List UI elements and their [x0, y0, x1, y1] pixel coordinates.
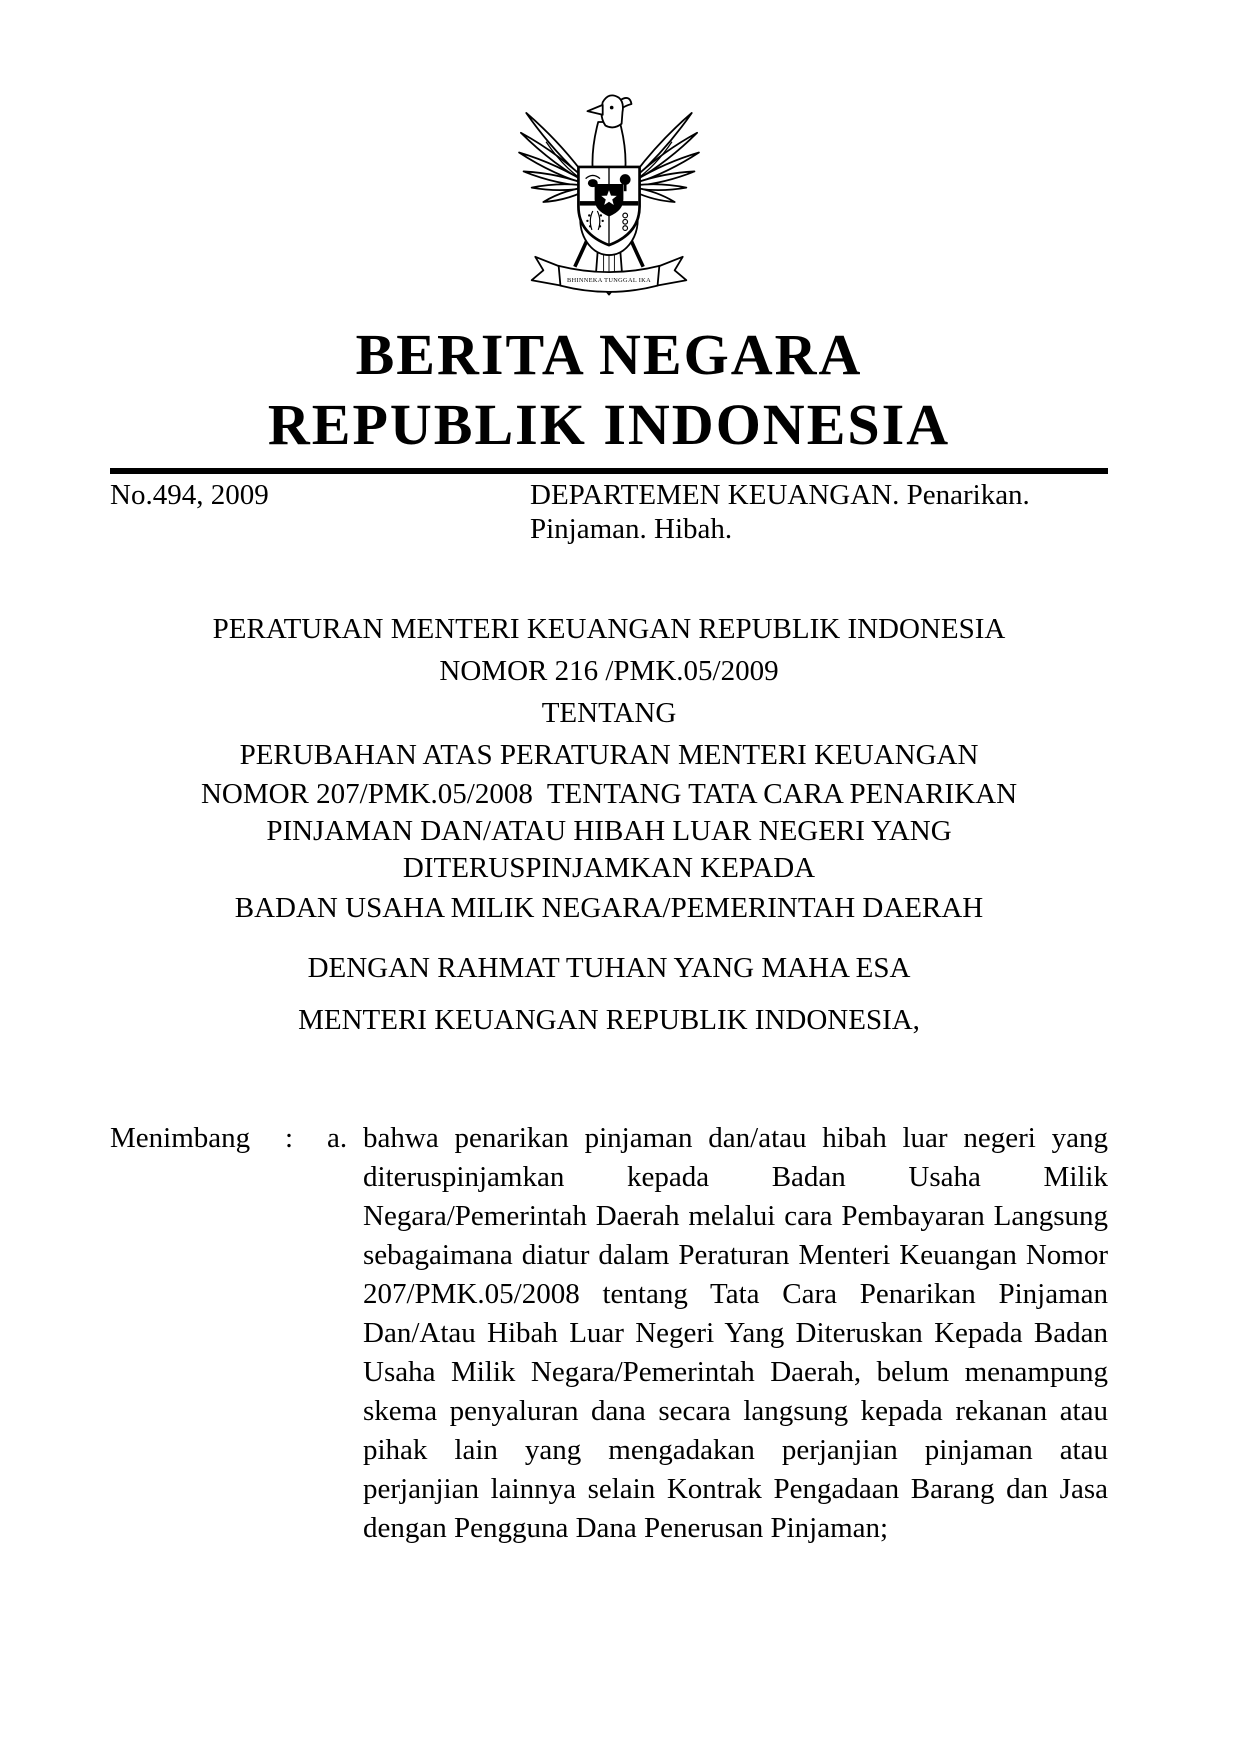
heading-line: PERUBAHAN ATAS PERATURAN MENTERI KEUANGAN [239, 739, 979, 771]
heading-line: DITERUSPINJAMKAN KEPADA [402, 852, 816, 884]
heading-line: DENGAN RAHMAT TUHAN YANG MAHA ESA [307, 952, 911, 984]
heading-line: MENTERI KEUANGAN REPUBLIK INDONESIA, [298, 1004, 920, 1036]
masthead-title [110, 320, 1108, 460]
subject-category [530, 478, 1108, 546]
emblem-container [110, 86, 1108, 300]
garuda-pancasila-icon [510, 86, 708, 300]
heading-line: NOMOR 207/PMK.05/2008 TENTANG TATA CARA PENARIKAN [200, 778, 1018, 810]
subject-line1: DEPARTEMEN KEUANGAN. Penarikan. [530, 479, 1030, 511]
considerations-colon: : [285, 1122, 294, 1154]
consideration-item-letter: a. [327, 1122, 348, 1154]
emblem-motto: BHINNEKA TUNGGAL IKA [567, 277, 651, 285]
masthead-rule [110, 468, 1108, 474]
heading-line: NOMOR 216 /PMK.05/2009 [439, 655, 779, 687]
heading-line: PINJAMAN DAN/ATAU HIBAH LUAR NEGERI YANG [266, 815, 952, 847]
issue-number: No.494, 2009 [110, 479, 269, 511]
masthead-title-line2: REPUBLIK INDONESIA [267, 392, 951, 457]
considerations-block [110, 1119, 1108, 1548]
masthead-title-line1: BERITA NEGARA [355, 322, 863, 387]
consideration-item-text: bahwa penarikan pinjaman dan/atau hibah luar negeri yang diteruspinjamkan kepada Badan Usaha Milik Negara/Pemerintah Daerah melalui cara Pembayaran Langsung sebagaimana diatur dalam Peraturan Menteri Keuangan Nomor 207/PMK.05/2008 tentang Tata Cara Penarikan Pinjaman Dan/Atau Hibah Luar Negeri Yang Diteruskan Kepada Badan Usaha Milik Negara/Pemerintah Daerah, belum menampung skema penyaluran dana secara langsung kepada rekanan atau pihak lain yang mengadakan perjanjian pinjaman atau perjanjian lainnya selain Kontrak Pengadaan Barang dan Jasa dengan Pengguna Dana Penerusan Pinjaman; [363, 1122, 1108, 1544]
heading-line: PERATURAN MENTERI KEUANGAN REPUBLIK INDONESIA [212, 613, 1006, 645]
heading-line: BADAN USAHA MILIK NEGARA/PEMERINTAH DAERAH [234, 892, 984, 924]
considerations-label: Menimbang [110, 1122, 251, 1154]
heading-line: TENTANG [541, 697, 677, 729]
masthead-info [110, 478, 1108, 546]
regulation-heading [110, 608, 1108, 1041]
subject-line2: Pinjaman. Hibah. [530, 513, 733, 545]
